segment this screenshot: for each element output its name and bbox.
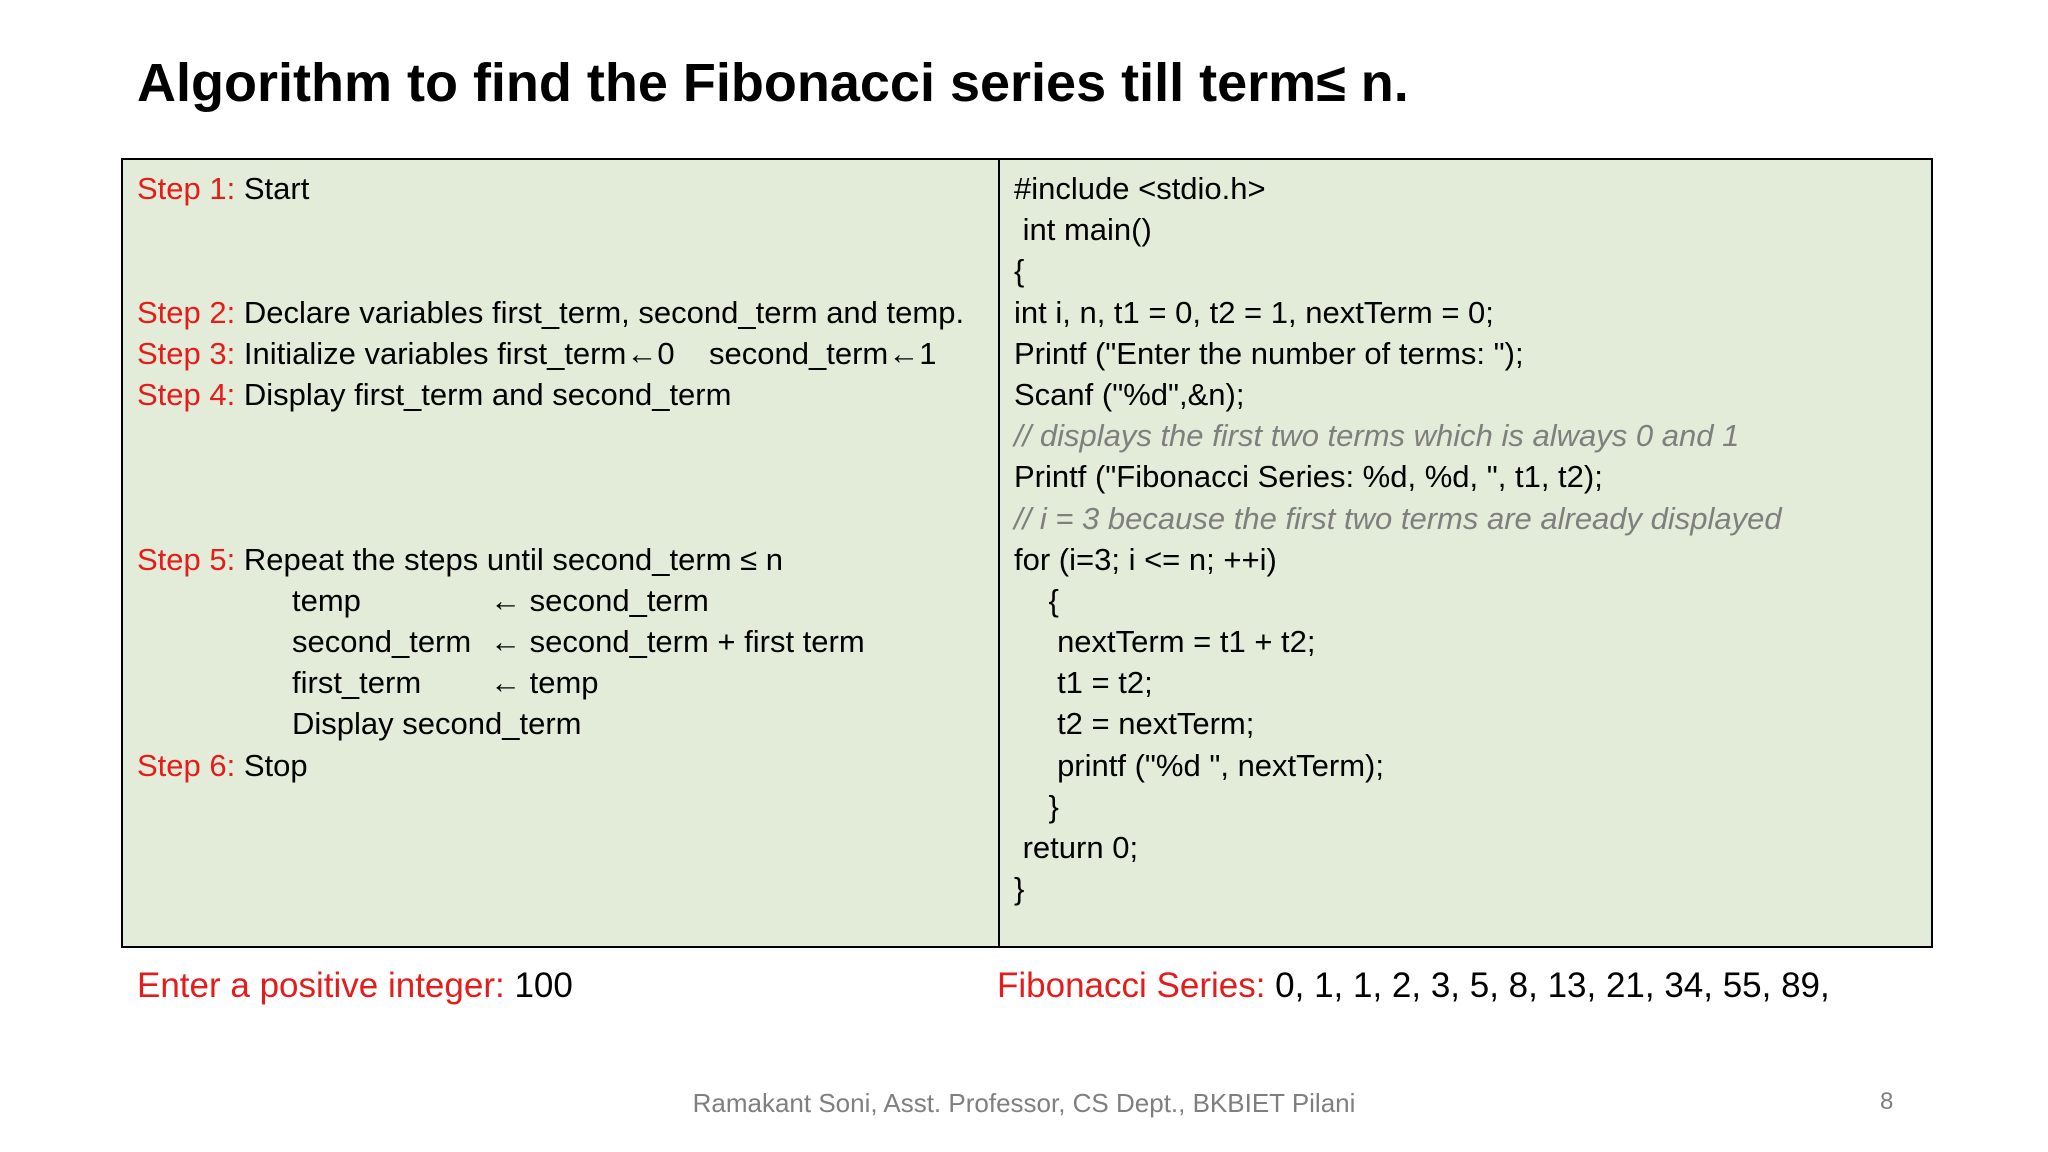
code-line: return 0; (1014, 830, 1139, 865)
sub-step-rhs: ← temp (490, 665, 599, 701)
step-label: Step 4: (137, 376, 236, 412)
page-number: 8 (1880, 1088, 1894, 1115)
blank-line (137, 250, 998, 291)
algorithm-column (123, 160, 1000, 946)
sub-step-first-term (137, 662, 998, 703)
blank-line (137, 415, 998, 456)
step-text: Stop (235, 747, 308, 783)
code-line: #include <stdio.h> (1014, 171, 1266, 206)
sub-step-lhs: first_term (292, 665, 422, 701)
code-line: t2 = nextTerm; (1014, 706, 1255, 742)
blank-line (137, 209, 998, 250)
code-line: Printf ("Fibonacci Series: %d, %d, ", t1, t2); (1014, 459, 1603, 495)
sub-step-lhs: second_term (292, 624, 472, 660)
step-text: Initialize variables first_term←0 second_term←1 (235, 335, 937, 371)
sub-step-display: Display second_term (292, 706, 582, 742)
step-2 (137, 292, 998, 333)
code-line: } (1014, 871, 1025, 907)
sub-step-lhs: temp (292, 582, 361, 618)
sub-step-second-term (137, 621, 998, 662)
series-label: Fibonacci Series: (997, 966, 1266, 1005)
code-line: printf ("%d ", nextTerm); (1014, 747, 1384, 783)
step-label: Step 3: (137, 335, 236, 371)
sub-step-temp (137, 580, 998, 621)
slide-title: Algorithm to find the Fibonacci series till term≤ n. (137, 53, 1409, 113)
code-column (1000, 160, 1931, 946)
code-line: { (1014, 253, 1025, 289)
step-label: Step 5: (137, 541, 236, 577)
code-line: nextTerm = t1 + t2; (1014, 624, 1316, 660)
step-3 (137, 333, 998, 374)
code-line: Scanf ("%d",&n); (1014, 376, 1245, 412)
step-label: Step 1: (137, 171, 236, 206)
step-label: Step 6: (137, 747, 236, 783)
code-line: for (i=3; i <= n; ++i) (1014, 541, 1277, 577)
code-comment: // displays the first two terms which is always 0 and 1 (1014, 418, 1740, 454)
sub-step-rhs: ← second_term + first term (490, 624, 865, 660)
step-text: Declare variables first_term, second_term and temp. (235, 294, 965, 330)
series-output-line (997, 966, 1830, 1006)
blank-line (137, 498, 998, 539)
code-line: int i, n, t1 = 0, t2 = 1, nextTerm = 0; (1014, 294, 1494, 330)
code-line: { (1014, 582, 1059, 618)
algorithm-code-table (121, 158, 1933, 948)
step-1 (137, 168, 998, 209)
step-5 (137, 539, 998, 580)
input-output-line (137, 966, 573, 1006)
footer-credit: Ramakant Soni, Asst. Professor, CS Dept., BKBIET Pilani (692, 1088, 1356, 1118)
step-6 (137, 745, 998, 786)
step-label: Step 2: (137, 294, 236, 330)
input-value: 100 (504, 966, 573, 1005)
code-line: t1 = t2; (1014, 665, 1153, 701)
step-text: Repeat the steps until second_term ≤ n (235, 541, 784, 577)
code-comment: // i = 3 because the first two terms are already displayed (1014, 500, 1782, 536)
sub-step-rhs: ← second_term (490, 582, 709, 618)
step-text: Display first_term and second_term (235, 376, 732, 412)
blank-line (137, 456, 998, 497)
code-line: int main() (1014, 212, 1152, 248)
code-line: Printf ("Enter the number of terms: "); (1014, 335, 1524, 371)
series-value: 0, 1, 1, 2, 3, 5, 8, 13, 21, 34, 55, 89, (1265, 966, 1830, 1005)
input-label: Enter a positive integer: (137, 966, 505, 1005)
step-4 (137, 374, 998, 415)
code-line: } (1014, 788, 1059, 824)
step-text: Start (235, 171, 310, 206)
